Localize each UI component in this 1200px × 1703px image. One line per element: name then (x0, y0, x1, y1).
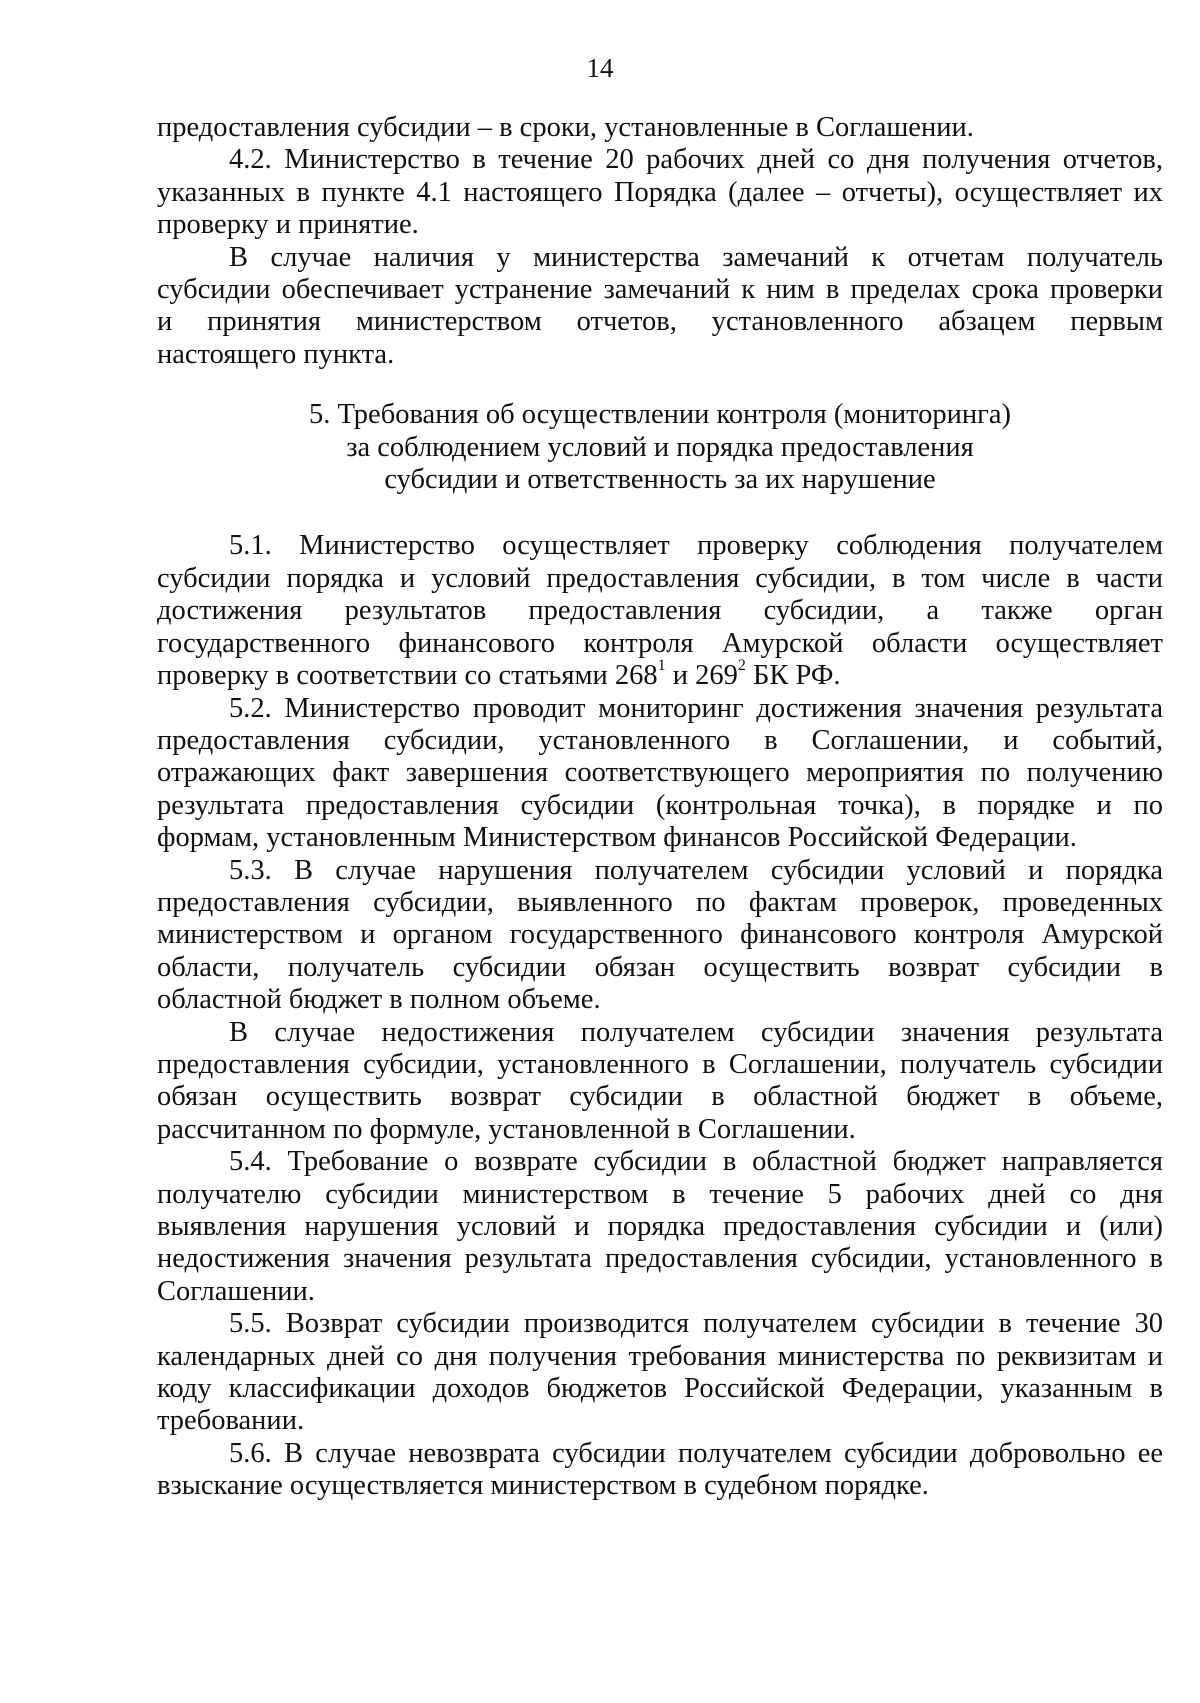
text-line: В случае недостижения получателем субсидии значения результата (229, 1016, 1163, 1048)
paragraph-5-5 (157, 1308, 1163, 1438)
page-number: 14 (586, 53, 614, 83)
paragraph-5-3-nonachievement (157, 1017, 1163, 1147)
text-line: календарных дней со дня получения требования министерства по реквизитам и (157, 1340, 1163, 1372)
text-line: 5.6. В случае невозврата субсидии получателем субсидии добровольно ее (229, 1437, 1163, 1469)
text-line: предоставления субсидии, выявленного по фактам проверок, проведенных (157, 886, 1163, 918)
text-line: обязан осуществить возврат субсидии в областной бюджет в объеме, (157, 1081, 1163, 1113)
paragraph-5-1 (157, 530, 1163, 692)
heading-line: субсидии и ответственность за их нарушение (384, 464, 936, 496)
text-line: области, получатель субсидии обязан осуществить возврат субсидии в (157, 951, 1163, 983)
text-line: 5.2. Министерство проводит мониторинг достижения значения результата (229, 692, 1163, 724)
text-line: выявления нарушения условий и порядка предоставления субсидии и (или) (157, 1211, 1163, 1242)
text-line: субсидии порядка и условий предоставления субсидии, в том числе в части (157, 562, 1163, 594)
text-line: формам, установленным Министерством финансов Российской Федерации. (157, 822, 1077, 854)
text-line: рассчитанном по формуле, установленной в Соглашении. (157, 1113, 856, 1145)
paragraph-5-6 (157, 1438, 1163, 1503)
paragraph-5-2 (157, 693, 1163, 855)
text-line: В случае наличия у министерства замечаний к отчетам получатель (229, 241, 1163, 273)
paragraph-continuation (157, 112, 1163, 144)
text-line: получателю субсидии министерством в течение 5 рабочих дней со дня (157, 1178, 1163, 1210)
text-line: и принятия министерством отчетов, установленного абзацем первым (157, 306, 1163, 338)
text-line: предоставления субсидии, установленного в Соглашении, и событий, (157, 724, 1163, 756)
text-line: государственного финансового контроля Амурской области осуществляет (157, 627, 1163, 659)
text-line: настоящего пункта. (157, 338, 395, 370)
section-heading (157, 399, 1163, 496)
text-line: министерством и органом государственного финансового контроля Амурской (157, 919, 1163, 951)
document-body (157, 112, 1163, 1503)
text-line: указанных в пункте 4.1 настоящего Порядка (далее – отчеты), осуществляет их (157, 176, 1163, 208)
text-line: 5.5. Возврат субсидии производится получателем субсидии в течение 30 (229, 1308, 1163, 1340)
heading-line: 5. Требования об осуществлении контроля (мониторинга) (308, 399, 1012, 431)
text-line: субсидии обеспечивает устранение замечаний к ним в пределах срока проверки (157, 274, 1163, 306)
paragraph-4-2-remarks (157, 242, 1163, 372)
text-fragment: проверку в соответствии со статьями 268 (157, 660, 658, 692)
text-line: 5.1. Министерство осуществляет проверку соблюдения получателем (229, 530, 1163, 562)
text-fragment: и 269 (665, 660, 738, 692)
superscript: 1 (657, 656, 666, 674)
paragraph-4-2 (157, 144, 1163, 241)
text-line-with-superscripts (157, 656, 1163, 692)
text-line: 5.4. Требование о возврате субсидии в областной бюджет направляется (229, 1146, 1163, 1178)
heading-line: за соблюдением условий и порядка предоставления (346, 431, 974, 463)
text-line: требовании. (157, 1405, 305, 1437)
text-line: Соглашении. (157, 1275, 315, 1307)
text-line: недостижения значения результата предоставления субсидии, установленного в (157, 1243, 1163, 1275)
paragraph-5-3 (157, 855, 1163, 1017)
text-line: 4.2. Министерство в течение 20 рабочих дней со дня получения отчетов, (229, 144, 1163, 176)
text-line: предоставления субсидии – в сроки, установленные в Соглашении. (157, 112, 974, 143)
superscript: 2 (737, 656, 746, 674)
paragraph-5-4 (157, 1146, 1163, 1308)
text-line: коду классификации доходов бюджетов Российской Федерации, указанным в (157, 1373, 1163, 1405)
text-line: достижения результатов предоставления субсидии, а также орган (157, 595, 1163, 627)
text-line: результата предоставления субсидии (контрольная точка), в порядке и по (157, 789, 1163, 821)
text-line: областной бюджет в полном объеме. (157, 984, 601, 1016)
text-line: предоставления субсидии, установленного в Соглашении, получатель субсидии (157, 1048, 1163, 1080)
text-line: отражающих факт завершения соответствующего мероприятия по получению (157, 757, 1163, 789)
text-fragment: БК РФ. (745, 660, 841, 692)
text-line: проверку и принятие. (157, 209, 419, 241)
text-line: 5.3. В случае нарушения получателем субсидии условий и порядка (229, 854, 1163, 886)
text-line: взыскание осуществляется министерством в судебном порядке. (157, 1470, 929, 1502)
